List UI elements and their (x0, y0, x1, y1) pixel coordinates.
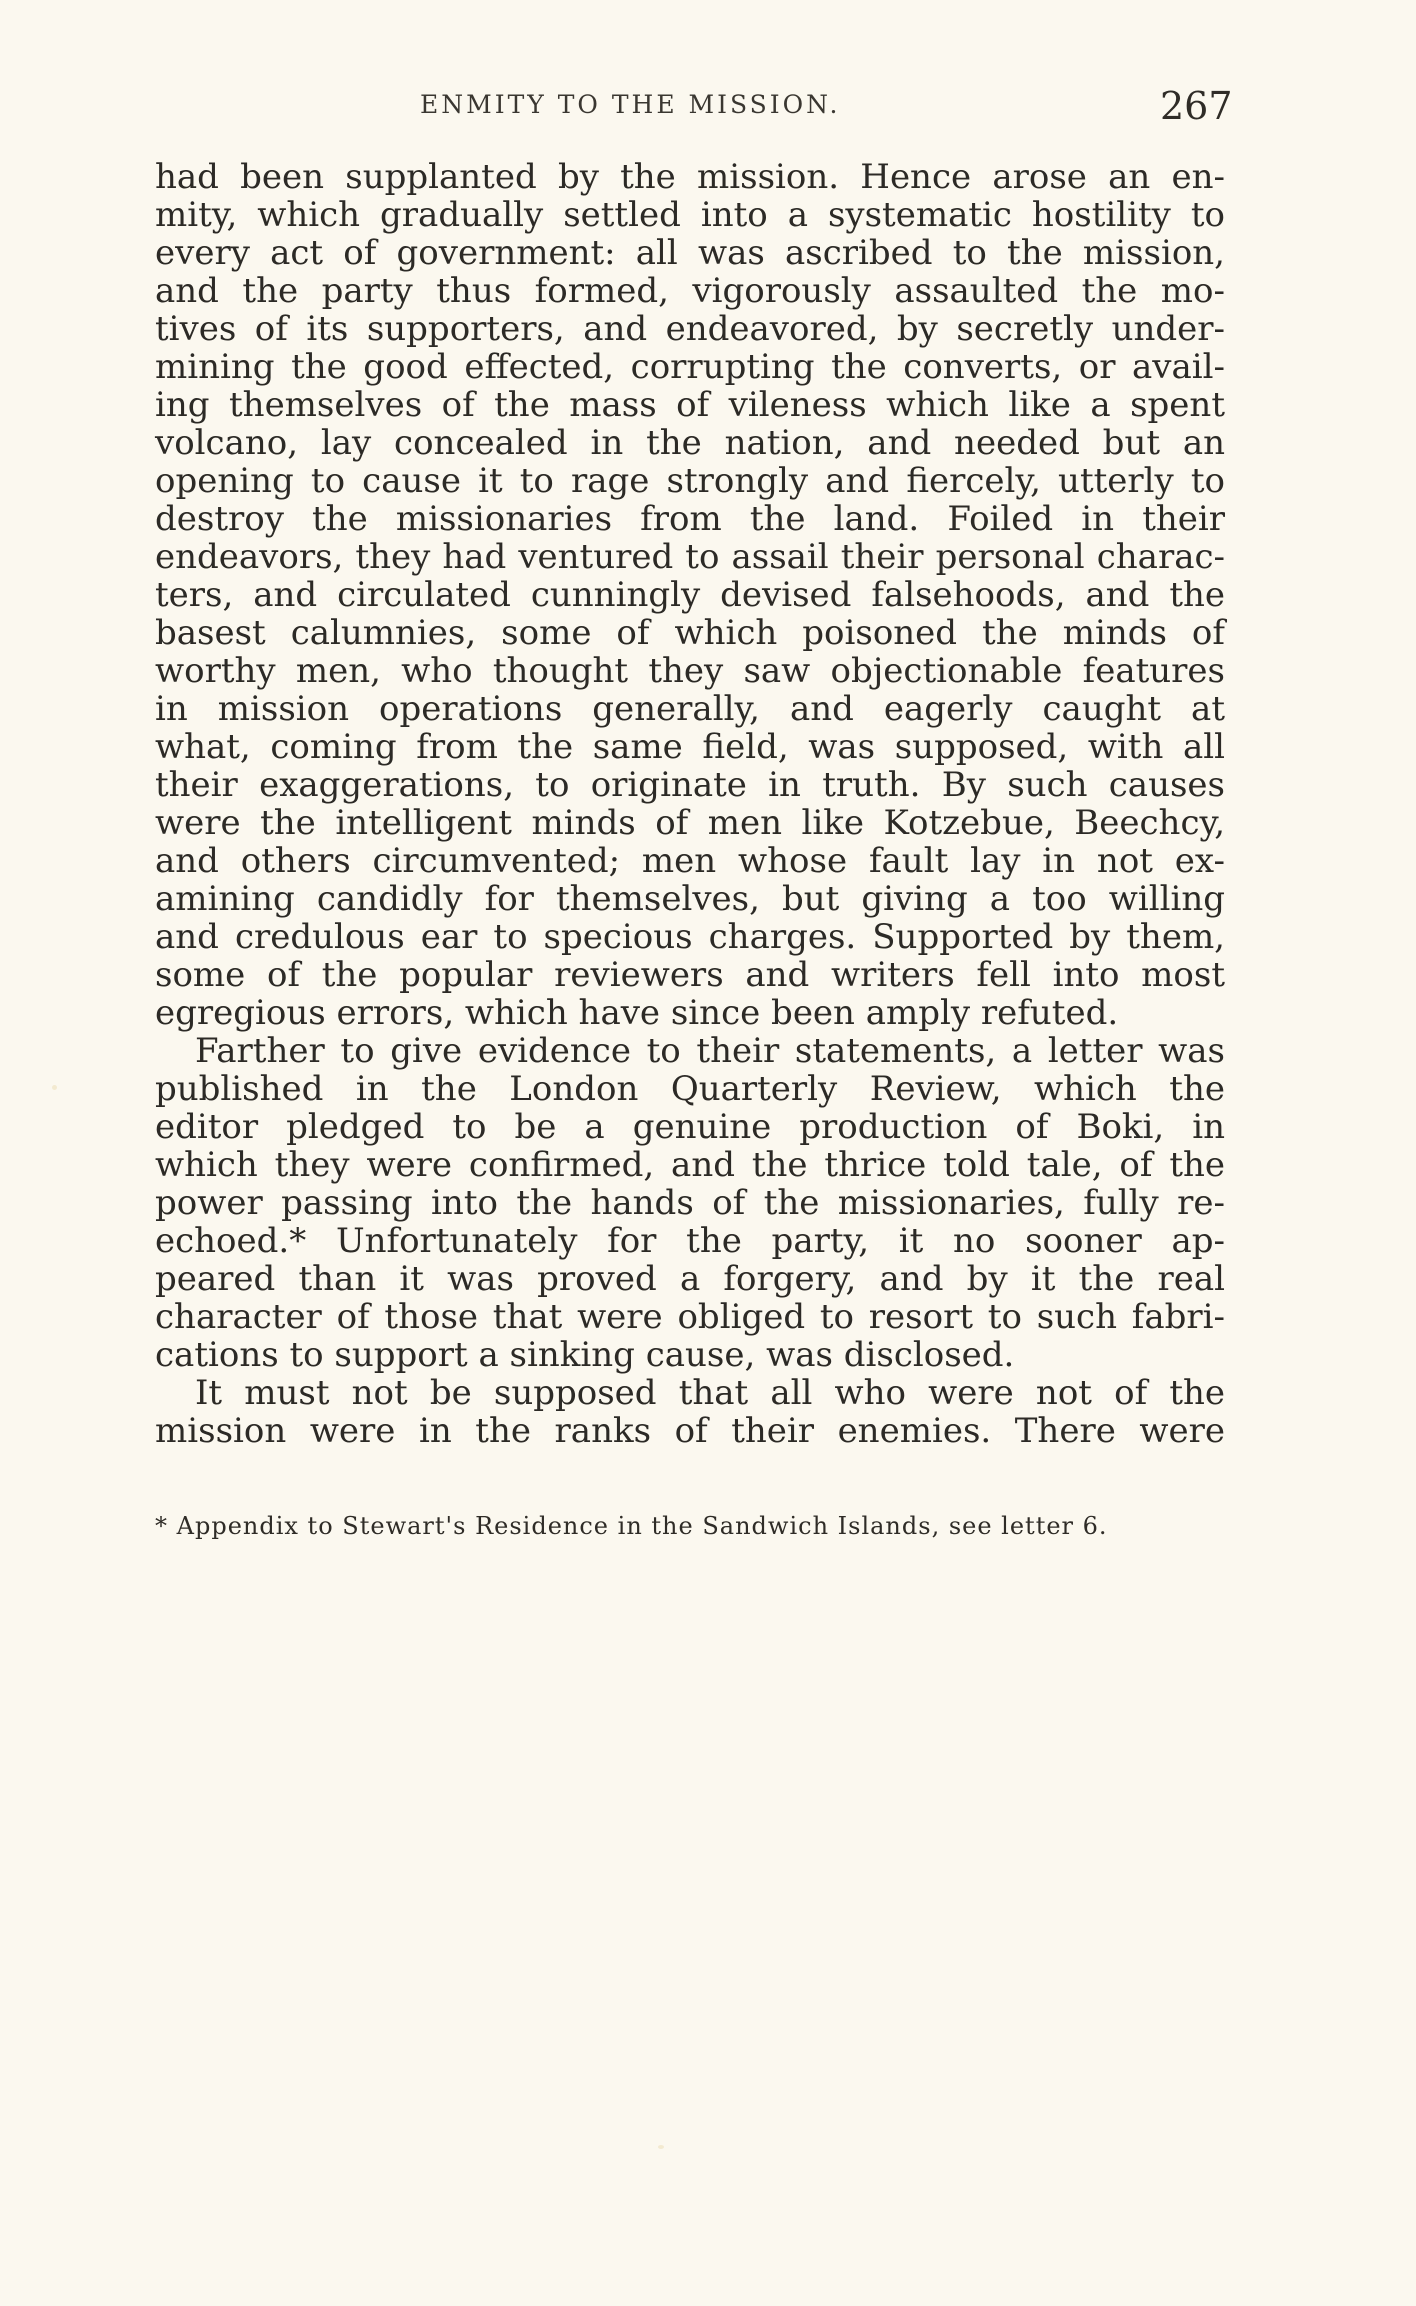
paper-speck (658, 2145, 664, 2149)
text-line: ing themselves of the mass of vileness which like a spent (155, 385, 1225, 425)
paragraph-start-line: Farther to give evidence to their statements, a letter was (195, 1031, 1225, 1071)
text-line: and the party thus formed, vigorously assaulted the mo- (155, 271, 1225, 311)
text-line: and others circumvented; men whose fault lay in not ex- (155, 841, 1225, 881)
text-line: power passing into the hands of the missionaries, fully re- (155, 1183, 1225, 1223)
text-line: were the intelligent minds of men like Kotzebue, Beechcy, (155, 803, 1225, 843)
text-line: which they were confirmed, and the thrice told tale, of the (155, 1145, 1225, 1185)
text-line: what, coming from the same field, was supposed, with all (155, 727, 1225, 767)
text-line: volcano, lay concealed in the nation, and needed but an (155, 423, 1225, 463)
text-line: character of those that were obliged to resort to such fabri- (155, 1297, 1225, 1337)
text-line: peared than it was proved a forgery, and by it the real (155, 1259, 1225, 1299)
paper-speck (52, 1085, 57, 1090)
text-line: published in the London Quarterly Review, which the (155, 1069, 1225, 1109)
paragraph-end-line: egregious errors, which have since been amply refuted. (155, 993, 1119, 1033)
text-line: worthy men, who thought they saw objectionable features (155, 651, 1225, 691)
text-line: basest calumnies, some of which poisoned the minds of (155, 613, 1225, 653)
paragraph-end-line: cations to support a sinking cause, was disclosed. (155, 1335, 1015, 1375)
text-line: tives of its supporters, and endeavored, by secretly under- (155, 309, 1225, 349)
text-line: editor pledged to be a genuine production of Boki, in (155, 1107, 1225, 1147)
text-line: some of the popular reviewers and writers fell into most (155, 955, 1225, 995)
paragraph-start-line: It must not be supposed that all who were not of the (195, 1373, 1225, 1413)
page-number: 267 (1160, 84, 1233, 128)
footnote: * Appendix to Stewart's Residence in the Sandwich Islands, see letter 6. (155, 1512, 1108, 1540)
text-line: in mission operations generally, and eagerly caught at (155, 689, 1225, 729)
text-line: their exaggerations, to originate in truth. By such causes (155, 765, 1225, 805)
text-line: echoed.* Unfortunately for the party, it no sooner ap- (155, 1221, 1225, 1261)
text-line: and credulous ear to specious charges. Supported by them, (155, 917, 1225, 957)
text-line: endeavors, they had ventured to assail their personal charac- (155, 537, 1225, 577)
text-line: ters, and circulated cunningly devised falsehoods, and the (155, 575, 1225, 615)
text-line: mity, which gradually settled into a systematic hostility to (155, 195, 1225, 235)
text-line: mission were in the ranks of their enemies. There were (155, 1411, 1225, 1451)
text-line: amining candidly for themselves, but giving a too willing (155, 879, 1225, 919)
text-line: opening to cause it to rage strongly and fiercely, utterly to (155, 461, 1225, 501)
text-line: destroy the missionaries from the land. Foiled in their (155, 499, 1225, 539)
text-line: mining the good effected, corrupting the converts, or avail- (155, 347, 1225, 387)
text-line: had been supplanted by the mission. Hence arose an en- (155, 157, 1225, 197)
text-line: every act of government: all was ascribed to the mission, (155, 233, 1225, 273)
running-head: ENMITY TO THE MISSION. (420, 90, 841, 119)
